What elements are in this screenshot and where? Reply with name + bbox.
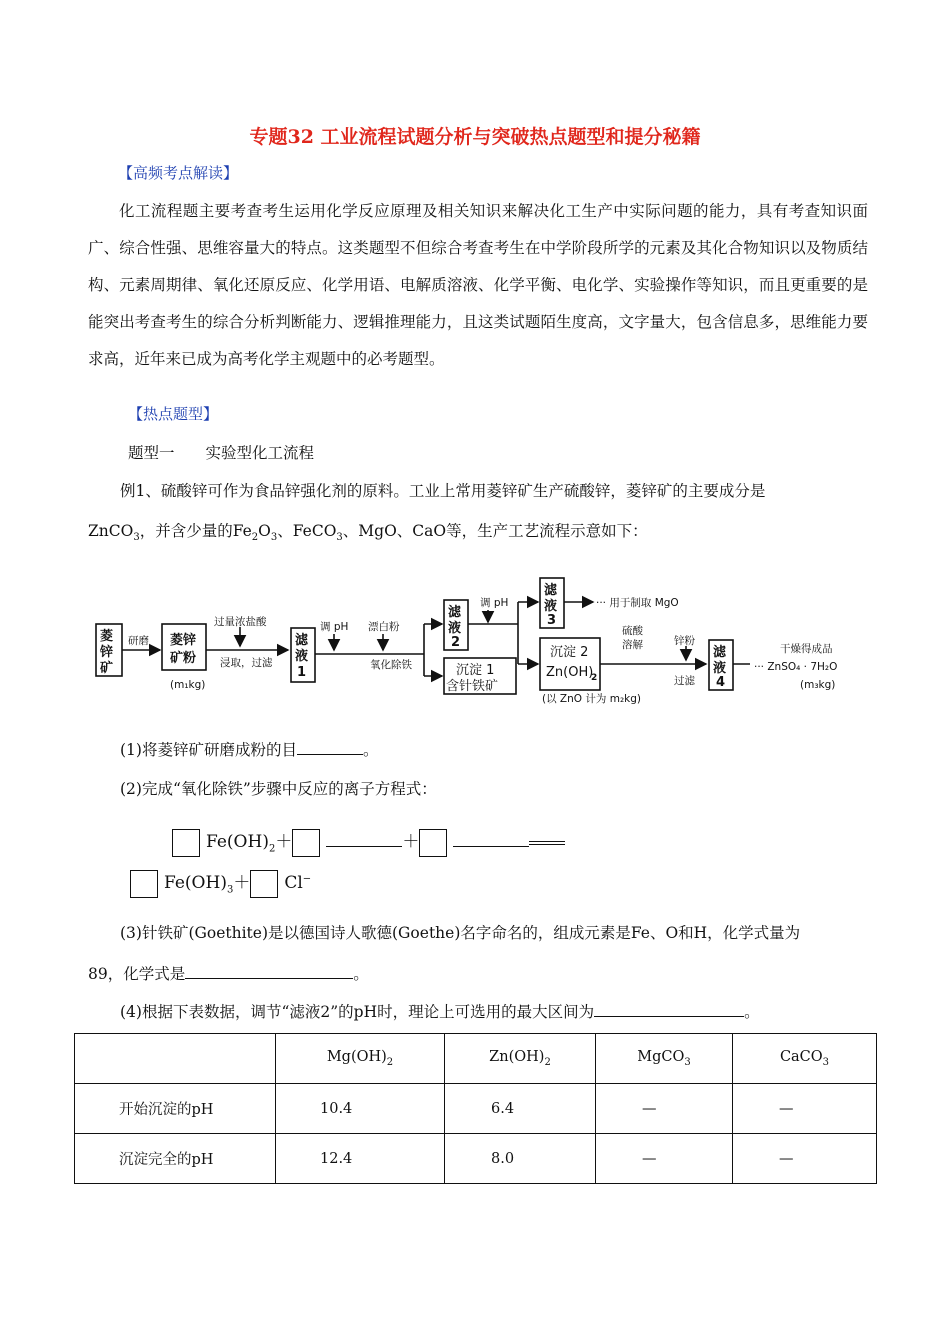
answer-blank-4[interactable] (594, 1002, 744, 1017)
example-line-2: ZnCO$_3$，并含少量的$Fe_2O_3$、FeCO$_3$、MgO、CaO等，生产工艺流程示意如下： (88, 522, 648, 544)
equals-sign (529, 841, 565, 845)
coefficient-box-4[interactable] (130, 870, 158, 898)
svg-text:滤: 滤 (448, 605, 462, 620)
coefficient-box-2[interactable] (292, 829, 320, 857)
answer-blank-1[interactable] (297, 740, 363, 755)
svg-text:液: 液 (544, 599, 558, 614)
svg-text:含针铁矿: 含针铁矿 (446, 679, 499, 694)
coefficient-box-1[interactable] (172, 829, 200, 857)
question-type-heading: 题型一 实验型化工流程 (128, 444, 315, 462)
svg-text:滤: 滤 (544, 583, 558, 598)
ore-label-1: 菱 (100, 629, 114, 644)
page-title: 专题32 工业流程试题分析与突破热点题型和提分秘籍 (249, 126, 701, 148)
coefficient-box-5[interactable] (250, 870, 278, 898)
svg-text:研磨: 研磨 (128, 635, 149, 647)
svg-text:2: 2 (451, 635, 461, 650)
svg-text:(以 ZnO 计为 m₂kg): (以 ZnO 计为 m₂kg) (542, 693, 642, 705)
reactant-blank-2[interactable] (453, 832, 529, 847)
svg-text:氧化除铁: 氧化除铁 (370, 659, 412, 671)
svg-text:··· 用于制取 MgO: ··· 用于制取 MgO (596, 597, 679, 609)
svg-text:干燥得成品: 干燥得成品 (780, 643, 833, 655)
section-heading-high-frequency: 【高频考点解读】 (118, 164, 239, 182)
ph-data-table (74, 1033, 877, 1184)
svg-text:溶解: 溶解 (622, 639, 643, 651)
table-row: 开始沉淀的pH 10.4 6.4 — — (75, 1084, 877, 1134)
svg-text:液: 液 (713, 661, 727, 676)
coefficient-box-3[interactable] (419, 829, 447, 857)
svg-text:调 pH: 调 pH (480, 597, 509, 609)
process-flow-diagram (88, 572, 868, 712)
question-1: (1)将菱锌矿研磨成粉的目 。 (120, 741, 379, 759)
ore-label-3: 矿 (100, 661, 114, 676)
ore-label-2: 锌 (100, 645, 114, 660)
question-3-line-1: (3)针铁矿(Goethite)是以德国诗人歌德(Goethe)名字命名的，组成元素是Fe、O和H，化学式量为 (120, 924, 801, 942)
svg-text:沉淀 2: 沉淀 2 (550, 645, 589, 660)
svg-text:2: 2 (591, 673, 598, 683)
svg-text:浸取，过滤: 浸取，过滤 (220, 657, 273, 669)
svg-text:1: 1 (297, 665, 307, 680)
svg-text:液: 液 (448, 621, 462, 636)
svg-text:液: 液 (295, 649, 309, 664)
svg-text:调 pH: 调 pH (320, 621, 349, 633)
question-4: (4)根据下表数据，调节“滤液2”的pH时，理论上可选用的最大区间为 。 (120, 1003, 760, 1021)
svg-text:过量浓盐酸: 过量浓盐酸 (214, 616, 267, 628)
svg-text:硫酸: 硫酸 (622, 625, 643, 637)
powder-label-1: 菱锌 (170, 633, 197, 648)
svg-text:(m₃kg): (m₃kg) (800, 679, 836, 691)
intro-paragraph: 化工流程题主要考查考生运用化学反应原理及相关知识来解决化工生产中实际问题的能力，具有考查知识面广、综合性强、思维容量大的特点。这类题型不但综合考查考生在中学阶段所学的元素及其化合物知识以及物质结构、元素周期律、氧化还原反应、化学用语、电解质溶液、化学平衡、电化学、实验操作等知识，而且更重要的是能突出考查考生的综合分析判断能力、逻辑推理能力，且这类试题陌生度高，文字量大，包含信息多，思维能力要求高，近年来已成为高考化学主观题中的必考题型。 (88, 202, 868, 368)
svg-text:滤: 滤 (295, 633, 309, 648)
powder-label-2: 矿粉 (170, 651, 197, 666)
svg-text:锌粉: 锌粉 (674, 635, 695, 647)
answer-blank-3[interactable] (185, 964, 353, 979)
svg-text:过滤: 过滤 (674, 675, 695, 687)
example-line-1: 例1、硫酸锌可作为食品锌强化剂的原料。工业上常用菱锌矿生产硫酸锌，菱锌矿的主要成分是 (120, 482, 766, 500)
question-2: (2)完成“氧化除铁”步骤中反应的离子方程式： (120, 780, 437, 798)
svg-text:(m₁kg): (m₁kg) (170, 679, 206, 691)
equation-line-1: $Fe(OH)_2+$ ＋ (172, 827, 565, 857)
svg-text:滤: 滤 (713, 645, 727, 660)
svg-text:3: 3 (547, 613, 557, 628)
svg-text:··· ZnSO₄ · 7H₂O: ··· ZnSO₄ · 7H₂O (754, 661, 838, 673)
equation-line-2: $Fe(OH)_3+ Cl^-$ (130, 868, 311, 898)
svg-text:沉淀 1: 沉淀 1 (456, 663, 495, 678)
svg-text:4: 4 (716, 675, 726, 690)
svg-text:漂白粉: 漂白粉 (368, 621, 400, 633)
table-row: 沉淀完全的pH 12.4 8.0 — — (75, 1134, 877, 1184)
table-header-row: $Mg(OH)_2$ $Zn(OH)_2$ MgCO$_3$ CaCO$_3$ (75, 1034, 877, 1084)
reactant-blank-1[interactable] (326, 832, 402, 847)
question-3-line-2: 89，化学式是 。 (88, 965, 369, 983)
section-heading-hot-types: 【热点题型】 (128, 405, 219, 423)
svg-text:Zn(OH): Zn(OH) (546, 665, 594, 680)
